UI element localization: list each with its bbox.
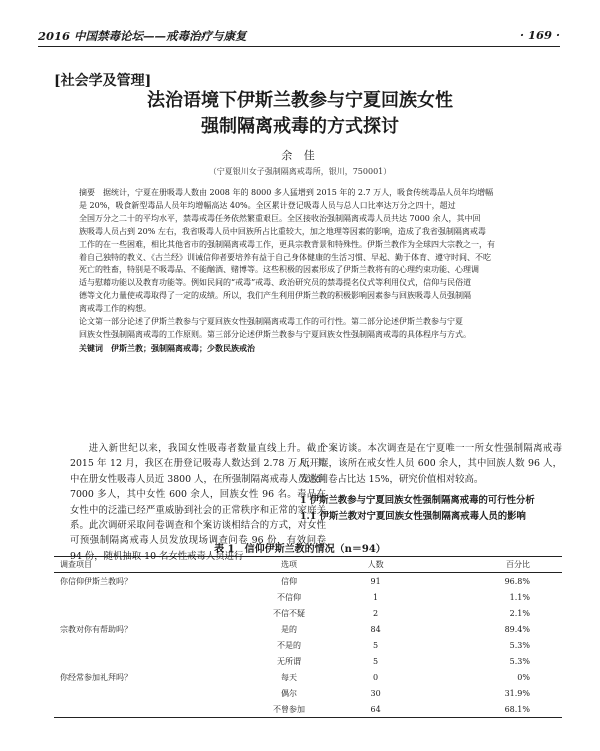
cell-count: 5 [373,640,379,650]
cell-item: 宗教对你有帮助吗？ [60,624,132,634]
abstract-line: 工作的在一些困难，相比其他省市的强制隔离戒毒工作，更具宗教背景和特殊性。伊斯兰教作为全球四大宗教之一，有 [79,239,495,249]
section-heading-1-1: 1.1 伊斯兰教对宁夏回族女性强制隔离戒毒人员的影响 [300,510,526,522]
cell-count: 2 [373,608,379,618]
cell-count: 5 [373,656,379,666]
cell-count: 1 [373,592,379,602]
abstract-line: 着自己独特的教义、《古兰经》训诫信仰者要培养有益于自己身体健康的生活习惯、早起、勤于体育、遵守时间、不吃 [79,252,491,262]
cell-option: 是的 [280,624,297,634]
cell-item [54,589,236,605]
table-row [54,605,562,621]
table-header-option: 选项 [236,557,342,573]
table-row [54,685,562,701]
table-row [54,701,562,718]
cell-percent: 5.3% [509,640,530,650]
cell-count: 30 [370,688,381,698]
cell-percent: 96.8% [504,576,530,586]
title-line-2: 强制隔离戒毒的方式探讨 [201,116,399,137]
table-header-item: 调查项目 [54,557,236,573]
abstract-line: 摘要 据统计，宁夏在册吸毒人数由 2008 年的 8000 多人猛增到 2015 年的 2.7 万人，吸食传统毒品人员年均增幅 [79,188,494,197]
running-header [38,28,560,47]
table-row [54,573,562,590]
cell-item [54,701,236,718]
cell-item: 你信仰伊斯兰教吗？ [60,576,132,586]
abstract-line: 德等文化力量使戒毒取得了一定的成绩。所以，我们产生利用伊斯兰教的积极影响因素参与回族吸毒人员强制隔 [79,291,471,301]
table-row [54,589,562,605]
cell-percent: 68.1% [409,701,562,718]
article-category: [社会学及管理] [54,73,152,89]
abstract-line: 适与慰藉功能以及教育功能等。例如民间的“戒毒”戒毒、政治研究员的禁毒提名仪式等利用仪式，信仰与民俗道 [79,278,472,288]
cell-item [54,685,236,701]
table-header-percent: 百分比 [409,557,562,573]
abstract-line: 死亡的牲畜，特别是不吸毒品、不能酗酒、赌博等。这些积极的因素形成了伊斯兰教将有的心理约束功能、心理调 [79,265,479,275]
cell-item: 你经常参加礼拜吗？ [60,672,132,682]
cell-option: 信仰 [280,576,297,586]
cell-count: 64 [342,701,409,718]
cell-item [54,653,236,669]
cell-percent: 31.9% [504,688,530,698]
table-row [54,637,562,653]
cell-percent: 0% [517,672,530,682]
journal-name: 2016 中国禁毒论坛——戒毒治疗与康复 [38,29,247,43]
article-title [0,88,600,140]
abstract-content-line: 论文第一部分论述了伊斯兰教参与宁夏回族女性强制隔离戒毒工作的可行性。第二部分论述伊斯兰教参与宁夏 [79,317,463,327]
cell-item [54,605,236,621]
body-column-right [300,441,562,524]
table-caption: 表 1 信仰伊斯兰教的情况（n＝94） [214,544,386,555]
abstract [79,187,563,355]
cell-option: 无所谓 [276,656,301,666]
abstract-content-line: 回族女性强制隔离戒毒的工作原则。第三部分论述伊斯兰教参与宁夏回族女性强制隔离戒毒的具体程序与方式。 [79,329,471,339]
author-affiliation: （宁夏银川女子强制隔离戒毒所，银川，750001） [208,167,392,176]
author-name: 余 佳 [281,149,319,162]
body-paragraph: 个案访谈。本次调查是在宁夏唯一一所女性强制隔离戒毒所开展，该所在戒女性人员 600 余人，其中回族人数 96 人，发放问卷占比达 15%，研究价值相对较高。 [300,443,562,485]
cell-percent: 5.3% [509,656,530,666]
cell-count: 91 [370,576,381,586]
table-header-row [54,557,562,573]
cell-option: 偶尔 [280,688,297,698]
table-row [54,669,562,685]
cell-count: 0 [373,672,379,682]
abstract-line: 是 20%，吸食新型毒品人员年均增幅高达 40%。全区累计登记吸毒人员与总人口比率达万分之四十，超过 [79,200,456,210]
cell-percent: 2.1% [509,608,530,618]
abstract-line: 离戒毒工作的构想。 [79,304,151,314]
cell-count: 84 [370,624,381,634]
cell-option: 不是的 [276,640,301,650]
abstract-line: 族吸毒人员占到 20% 左右，我省吸毒人员中回族所占比重较大，加之地理等因素的影响，造成了我省强制隔离戒毒 [79,226,486,236]
data-table [54,556,562,718]
title-line-1: 法治语境下伊斯兰教参与宁夏回族女性 [147,90,453,111]
table-row [54,621,562,637]
section-heading-1: 1 伊斯兰教参与宁夏回族女性强制隔离戒毒的可行性分析 [300,495,535,507]
table-row [54,653,562,669]
cell-option: 不信不疑 [272,608,305,618]
cell-option: 不信仰 [276,592,301,602]
cell-percent: 1.1% [509,592,530,602]
table-header-count: 人数 [342,557,409,573]
abstract-line: 全国万分之二十的平均水平，禁毒戒毒任务依然繁重艰巨。全区接收治强制隔离戒毒人员共达 7000 余人，其中回 [79,213,481,223]
body-paragraph: 进入新世纪以来，我国女性吸毒者数量直线上升。截止 2015 年 12 月，我区在册登记吸毒人数达到 2.78 万人，其中在册女性吸毒人员近 3800 人，在所强制隔离戒毒人员达到 7000 多人，其中女性 600 余人，回族女性 96 名。毒品在女性中的泛滥已经严重威胁到社会的正常秩序和正常的家庭关系。此次调研采取问卷调查和个案访谈相结合的方式，对女性可预强制隔离戒毒人员发放现场调查问卷 96 份，有效问卷 94 份，随机抽取 10 名女性戒毒人员进行 [70,443,326,562]
cell-item [54,637,236,653]
page-number: · 169 · [519,28,560,42]
cell-option: 每天 [280,672,297,682]
cell-option: 不曾参加 [236,701,342,718]
keywords: 关键词 伊斯兰教；强制隔离戒毒；少数民族戒治 [79,342,255,353]
cell-percent: 89.4% [504,624,530,634]
